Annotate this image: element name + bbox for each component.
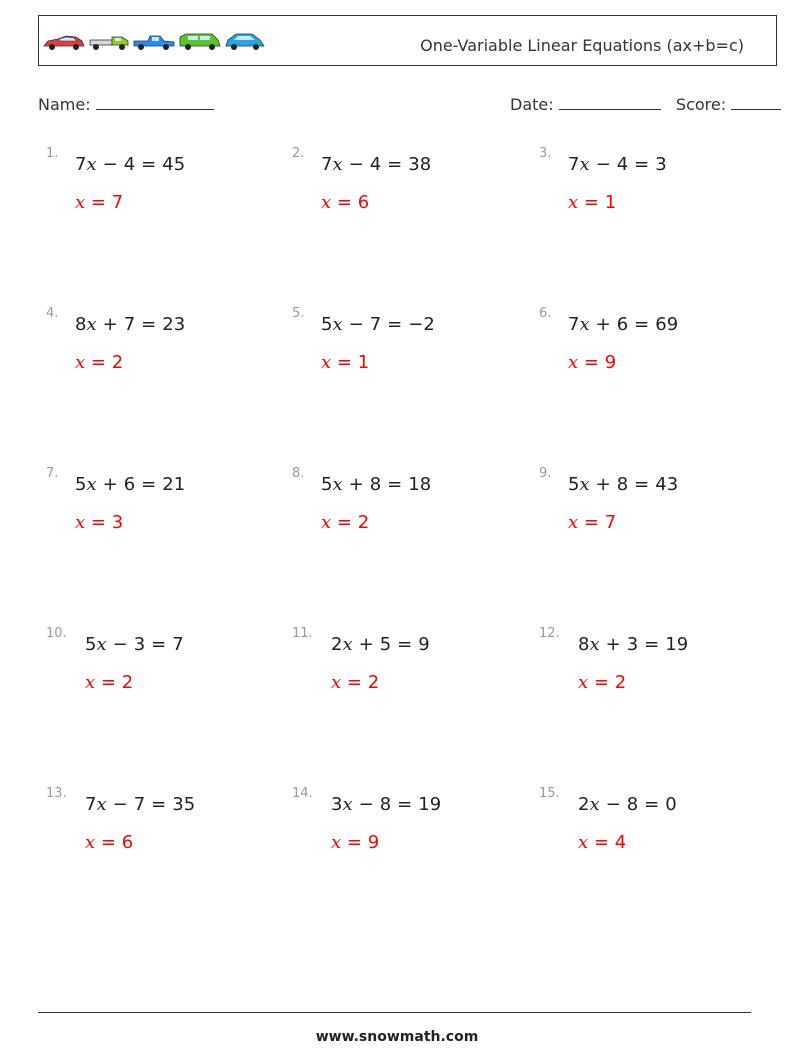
problem-number: 4. [46, 306, 59, 321]
equation-coefficient: 5 [321, 474, 333, 495]
problem-number: 14. [292, 786, 313, 801]
equation-constant: 7 [123, 314, 136, 335]
problem-number: 15. [539, 786, 560, 801]
problem-answer [331, 832, 379, 853]
problem-item [46, 146, 276, 236]
date-blank [559, 93, 661, 110]
equation-coefficient: 2 [331, 634, 343, 655]
green-van-icon [180, 34, 220, 50]
problem-equation [321, 474, 431, 495]
problem-number: 6. [539, 306, 552, 321]
equation-operator: − [102, 154, 118, 175]
equation-coefficient: 8 [578, 634, 590, 655]
answer-value: = 1 [583, 192, 617, 213]
answer-variable: x [578, 832, 589, 853]
equation-operator: − [112, 634, 128, 655]
problem-item [539, 626, 769, 716]
equation-variable: x [579, 474, 590, 495]
problem-answer [578, 672, 626, 693]
problem-number: 12. [539, 626, 560, 641]
equation-result: −2 [408, 314, 435, 335]
equation-coefficient: 7 [568, 154, 580, 175]
equation-coefficient: 5 [75, 474, 87, 495]
equation-constant: 8 [626, 794, 639, 815]
equation-result: 0 [665, 794, 677, 815]
problem-number: 9. [539, 466, 552, 481]
equation-equals-sign: = [151, 634, 167, 655]
equation-operator: + [348, 474, 364, 495]
problem-answer [75, 352, 123, 373]
problem-number: 11. [292, 626, 313, 641]
problem-equation [331, 634, 430, 655]
equation-coefficient: 8 [75, 314, 87, 335]
answer-variable: x [75, 352, 86, 373]
problem-item [292, 626, 522, 716]
equation-constant: 8 [369, 474, 382, 495]
equation-variable: x [332, 314, 343, 335]
equation-equals-sign: = [151, 794, 167, 815]
problem-number: 3. [539, 146, 552, 161]
equation-operator: + [605, 634, 621, 655]
equation-variable: x [332, 154, 343, 175]
answer-variable: x [331, 832, 342, 853]
answer-variable: x [331, 672, 342, 693]
equation-coefficient: 7 [568, 314, 580, 335]
equation-variable: x [589, 794, 600, 815]
problem-equation [75, 474, 185, 495]
problem-answer [85, 832, 133, 853]
problem-equation [578, 794, 677, 815]
equation-operator: − [605, 794, 621, 815]
equation-coefficient: 7 [321, 154, 333, 175]
score-blank [731, 93, 781, 110]
answer-variable: x [568, 192, 579, 213]
equation-result: 7 [172, 634, 184, 655]
equation-result: 18 [408, 474, 432, 495]
equation-constant: 4 [616, 154, 629, 175]
answer-value: = 6 [100, 832, 134, 853]
equation-equals-sign: = [387, 474, 403, 495]
name-blank [96, 93, 214, 110]
name-field [38, 93, 214, 114]
equation-operator: + [595, 474, 611, 495]
footer-url: www.snowmath.com [315, 1029, 479, 1045]
equation-operator: + [358, 634, 374, 655]
problem-answer [578, 832, 626, 853]
equation-result: 35 [172, 794, 196, 815]
date-score-field [510, 93, 781, 114]
equation-variable: x [332, 474, 343, 495]
worksheet-header [38, 15, 777, 66]
equation-result: 38 [408, 154, 432, 175]
equation-coefficient: 3 [331, 794, 343, 815]
problem-answer [331, 672, 379, 693]
equation-variable: x [96, 634, 107, 655]
answer-value: = 9 [583, 352, 617, 373]
equation-equals-sign: = [387, 314, 403, 335]
answer-value: = 7 [583, 512, 617, 533]
answer-variable: x [75, 512, 86, 533]
equation-result: 3 [655, 154, 667, 175]
equation-operator: + [102, 474, 118, 495]
problem-number: 7. [46, 466, 59, 481]
problem-answer [568, 192, 616, 213]
problem-answer [75, 512, 123, 533]
problem-equation [85, 634, 184, 655]
problem-equation [321, 154, 431, 175]
answer-variable: x [321, 352, 332, 373]
equation-equals-sign: = [141, 314, 157, 335]
problem-equation [75, 154, 185, 175]
equation-result: 45 [162, 154, 186, 175]
equation-operator: − [595, 154, 611, 175]
equation-variable: x [579, 154, 590, 175]
equation-operator: − [112, 794, 128, 815]
problem-item [539, 466, 769, 556]
problem-number: 2. [292, 146, 305, 161]
equation-variable: x [342, 634, 353, 655]
equation-operator: − [348, 154, 364, 175]
equation-operator: + [595, 314, 611, 335]
equation-variable: x [86, 474, 97, 495]
answer-value: = 6 [336, 192, 370, 213]
answer-variable: x [578, 672, 589, 693]
equation-constant: 7 [369, 314, 382, 335]
problem-number: 10. [46, 626, 67, 641]
equation-coefficient: 5 [85, 634, 97, 655]
answer-variable: x [568, 512, 579, 533]
equation-equals-sign: = [141, 154, 157, 175]
problem-equation [331, 794, 441, 815]
problem-answer [321, 192, 369, 213]
equation-constant: 4 [369, 154, 382, 175]
problem-item [46, 786, 276, 876]
problem-number: 13. [46, 786, 67, 801]
problem-number: 8. [292, 466, 305, 481]
name-label: Name: [38, 95, 91, 114]
equation-constant: 6 [123, 474, 136, 495]
equation-constant: 8 [616, 474, 629, 495]
equation-variable: x [589, 634, 600, 655]
equation-equals-sign: = [634, 474, 650, 495]
equation-coefficient: 7 [75, 154, 87, 175]
cars-logo [42, 30, 268, 54]
problem-item [46, 626, 276, 716]
date-label: Date: [510, 95, 554, 114]
problem-answer [321, 512, 369, 533]
answer-value: = 4 [593, 832, 627, 853]
answer-variable: x [321, 192, 332, 213]
answer-value: = 2 [346, 672, 380, 693]
equation-equals-sign: = [644, 794, 660, 815]
worksheet-title: One-Variable Linear Equations (ax+b=c) [420, 36, 744, 55]
equation-coefficient: 7 [85, 794, 97, 815]
equation-result: 9 [418, 634, 430, 655]
answer-value: = 2 [100, 672, 134, 693]
problem-item [539, 146, 769, 236]
equation-result: 21 [162, 474, 186, 495]
problem-equation [578, 634, 688, 655]
problem-equation [568, 474, 678, 495]
problem-item [292, 306, 522, 396]
blue-pickup-icon [134, 36, 174, 50]
answer-value: = 9 [346, 832, 380, 853]
problem-answer [568, 512, 616, 533]
equation-constant: 3 [626, 634, 639, 655]
answer-value: = 2 [336, 512, 370, 533]
equation-operator: − [348, 314, 364, 335]
problem-equation [568, 154, 667, 175]
blue-beetle-icon [226, 34, 264, 50]
problem-equation [75, 314, 185, 335]
problem-number: 1. [46, 146, 59, 161]
equation-constant: 3 [133, 634, 146, 655]
answer-variable: x [85, 832, 96, 853]
problem-answer [568, 352, 616, 373]
problem-answer [75, 192, 123, 213]
score-label: Score: [675, 95, 727, 114]
red-car-icon [44, 36, 84, 50]
answer-variable: x [85, 672, 96, 693]
equation-equals-sign: = [141, 474, 157, 495]
equation-coefficient: 2 [578, 794, 590, 815]
equation-variable: x [96, 794, 107, 815]
equation-equals-sign: = [397, 634, 413, 655]
problem-item [292, 146, 522, 236]
equation-coefficient: 5 [568, 474, 580, 495]
problem-item [539, 306, 769, 396]
equation-constant: 5 [379, 634, 392, 655]
problem-answer [85, 672, 133, 693]
answer-variable: x [568, 352, 579, 373]
equation-result: 69 [655, 314, 679, 335]
equation-equals-sign: = [644, 634, 660, 655]
answer-value: = 7 [90, 192, 124, 213]
equation-constant: 6 [616, 314, 629, 335]
problem-number: 5. [292, 306, 305, 321]
equation-equals-sign: = [634, 154, 650, 175]
equation-result: 23 [162, 314, 186, 335]
equation-operator: + [102, 314, 118, 335]
equation-equals-sign: = [634, 314, 650, 335]
answer-variable: x [75, 192, 86, 213]
equation-variable: x [86, 314, 97, 335]
problem-equation [321, 314, 435, 335]
equation-constant: 8 [379, 794, 392, 815]
problem-answer [321, 352, 369, 373]
equation-equals-sign: = [397, 794, 413, 815]
answer-value: = 1 [336, 352, 370, 373]
equation-variable: x [86, 154, 97, 175]
equation-result: 19 [665, 634, 689, 655]
problem-item [539, 786, 769, 876]
problem-item [46, 306, 276, 396]
problem-item [292, 786, 522, 876]
equation-coefficient: 5 [321, 314, 333, 335]
equation-constant: 7 [133, 794, 146, 815]
problem-item [292, 466, 522, 556]
equation-result: 43 [655, 474, 679, 495]
equation-equals-sign: = [387, 154, 403, 175]
equation-operator: − [358, 794, 374, 815]
flatbed-truck-icon [90, 37, 128, 50]
problem-equation [568, 314, 678, 335]
equation-variable: x [579, 314, 590, 335]
answer-value: = 3 [90, 512, 124, 533]
equation-constant: 4 [123, 154, 136, 175]
answer-variable: x [321, 512, 332, 533]
problem-equation [85, 794, 195, 815]
answer-value: = 2 [593, 672, 627, 693]
footer-divider [38, 1012, 751, 1013]
problem-item [46, 466, 276, 556]
equation-variable: x [342, 794, 353, 815]
answer-value: = 2 [90, 352, 124, 373]
equation-result: 19 [418, 794, 442, 815]
